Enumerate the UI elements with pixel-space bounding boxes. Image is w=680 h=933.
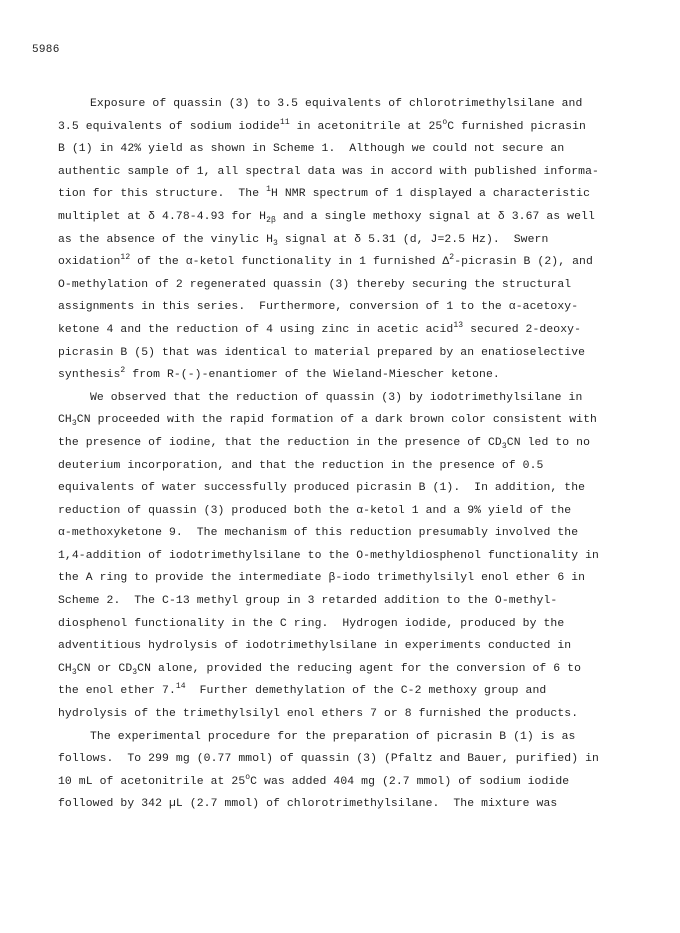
text-line <box>58 545 658 568</box>
text-run: and a single methoxy signal at δ 3.67 as well <box>275 210 595 223</box>
subscript: 3 <box>273 238 278 248</box>
text-line <box>58 658 658 681</box>
text-run: signal at δ 5.31 (d, J=2.5 Hz). Swern <box>277 233 549 246</box>
text-run: of the α-ketol functionality in 1 furnished Δ <box>130 256 450 269</box>
text-line <box>58 680 658 703</box>
text-run: CH <box>58 414 72 427</box>
text-run: follows. To 299 mg (0.77 mmol) of quassin (3) (Pfaltz and Bauer, purified) in <box>58 753 599 766</box>
subscript: 3 <box>132 667 138 677</box>
text-line <box>58 364 658 387</box>
text-run: CN or CD <box>76 662 133 675</box>
text-run: followed by 342 µL (2.7 mmol) of chlorotrimethylsilane. The mixture was <box>58 798 558 811</box>
text-run: oxidation <box>58 256 121 269</box>
text-run: B (1) in 42% yield as shown in Scheme 1. Although we could not secure an <box>58 143 565 156</box>
text-run: 1,4-addition of iodotrimethylsilane to the O-methyldiosphenol functionality in <box>58 549 599 562</box>
text-run: secured 2-deoxy- <box>463 323 582 336</box>
text-line <box>58 274 658 297</box>
text-line <box>58 206 658 229</box>
superscript: 11 <box>279 117 290 127</box>
text-line <box>58 387 658 410</box>
text-run: Further demethylation of the C-2 methoxy group and <box>185 685 547 698</box>
text-run: Exposure of quassin (3) to 3.5 equivalents of chlorotrimethylsilane and <box>90 98 583 110</box>
text-run: the A ring to provide the intermediate β-iodo trimethylsilyl enol ether 6 in <box>58 572 586 585</box>
subscript: 3 <box>71 419 77 429</box>
text-run: in acetonitrile at 25 <box>289 120 443 133</box>
subscript: 2β <box>266 215 276 225</box>
text-line <box>58 477 658 500</box>
text-line <box>58 635 658 658</box>
text-line <box>58 590 658 613</box>
text-run: adventitious hydrolysis of iodotrimethylsilane in experiments conducted in <box>58 640 572 653</box>
text-run: CN led to no <box>506 436 591 449</box>
text-line <box>58 748 658 771</box>
text-run: diosphenol functionality in the C ring. Hydrogen iodide, produced by the <box>58 617 565 630</box>
text-line <box>58 93 658 116</box>
superscript: 12 <box>120 253 131 263</box>
subscript: 3 <box>71 667 77 677</box>
text-run: O-methylation of 2 regenerated quassin (3) thereby securing the structural <box>58 278 572 291</box>
text-run: assignments in this series. Furthermore, conversion of 1 to the α-acetoxy- <box>58 301 579 314</box>
text-run: the presence of iodine, that the reduction in the presence of CD <box>58 436 502 449</box>
text-run: the enol ether 7. <box>58 685 176 698</box>
text-line <box>58 251 658 274</box>
text-run: Scheme 2. The C-13 methyl group in 3 retarded addition to the O-methyl- <box>58 595 558 608</box>
text-run: CH <box>58 662 72 675</box>
text-line <box>58 409 658 432</box>
text-run: picrasin B (5) that was identical to material prepared by an enatioselective <box>58 346 586 359</box>
text-run: -picrasin B (2), and <box>454 256 593 269</box>
text-run: The experimental procedure for the preparation of picrasin B (1) is as <box>90 730 576 743</box>
text-line <box>58 522 658 545</box>
text-line <box>58 432 658 455</box>
text-run: We observed that the reduction of quassin (3) by iodotrimethylsilane in <box>90 391 583 404</box>
text-run: 3.5 equivalents of sodium iodide <box>58 120 280 133</box>
text-line <box>58 771 658 794</box>
text-run: CN proceeded with the rapid formation of a dark brown color consistent with <box>76 414 597 427</box>
page-number: 5986 <box>32 44 60 56</box>
text-line <box>58 726 658 749</box>
text-line <box>58 229 658 252</box>
text-line <box>58 342 658 365</box>
text-line <box>58 319 658 342</box>
text-run: tion for this structure. The <box>58 188 267 201</box>
superscript: 2 <box>449 253 455 263</box>
text-run: CN alone, provided the reducing agent for the conversion of 6 to <box>137 662 582 675</box>
text-run: ketone 4 and the reduction of 4 using zinc in acetic acid <box>58 323 454 336</box>
superscript: o <box>245 772 251 782</box>
superscript: 13 <box>453 320 464 330</box>
text-line <box>58 116 658 139</box>
text-run: as the absence of the vinylic H <box>58 233 274 246</box>
text-line <box>58 183 658 206</box>
text-run: C furnished picrasin <box>447 120 586 133</box>
text-line <box>58 613 658 636</box>
text-run: H NMR spectrum of 1 displayed a characteristic <box>270 188 591 201</box>
text-run: multiplet at δ 4.78-4.93 for H <box>58 210 267 223</box>
superscript: 14 <box>175 682 186 692</box>
superscript: 2 <box>120 366 126 376</box>
text-run: α-methoxyketone 9. The mechanism of this reduction presumably involved the <box>58 527 579 540</box>
text-run: reduction of quassin (3) produced both the α-ketol 1 and a 9% yield of the <box>58 504 572 517</box>
text-line <box>58 793 658 816</box>
subscript: 3 <box>501 441 507 451</box>
text-run: from R-(-)-enantiomer of the Wieland-Miescher ketone. <box>125 369 500 382</box>
text-run: hydrolysis of the trimethylsilyl enol ethers 7 or 8 furnished the products. <box>58 708 579 721</box>
text-line <box>58 500 658 523</box>
text-line <box>58 455 658 478</box>
text-run: synthesis <box>58 369 121 382</box>
superscript: o <box>442 117 448 127</box>
text-run: C was added 404 mg (2.7 mmol) of sodium iodide <box>250 775 570 788</box>
text-line <box>58 703 658 726</box>
text-line <box>58 161 658 184</box>
text-run: authentic sample of 1, all spectral data was in accord with published informa- <box>58 165 599 178</box>
text-run: equivalents of water successfully produced picrasin B (1). In addition, the <box>58 482 586 495</box>
text-run: 10 mL of acetonitrile at 25 <box>58 775 246 788</box>
text-run: deuterium incorporation, and that the reduction in the presence of 0.5 <box>58 459 544 472</box>
text-line <box>58 138 658 161</box>
superscript: 1 <box>266 185 271 195</box>
text-line <box>58 296 658 319</box>
text-line <box>58 567 658 590</box>
body-text <box>58 93 658 816</box>
